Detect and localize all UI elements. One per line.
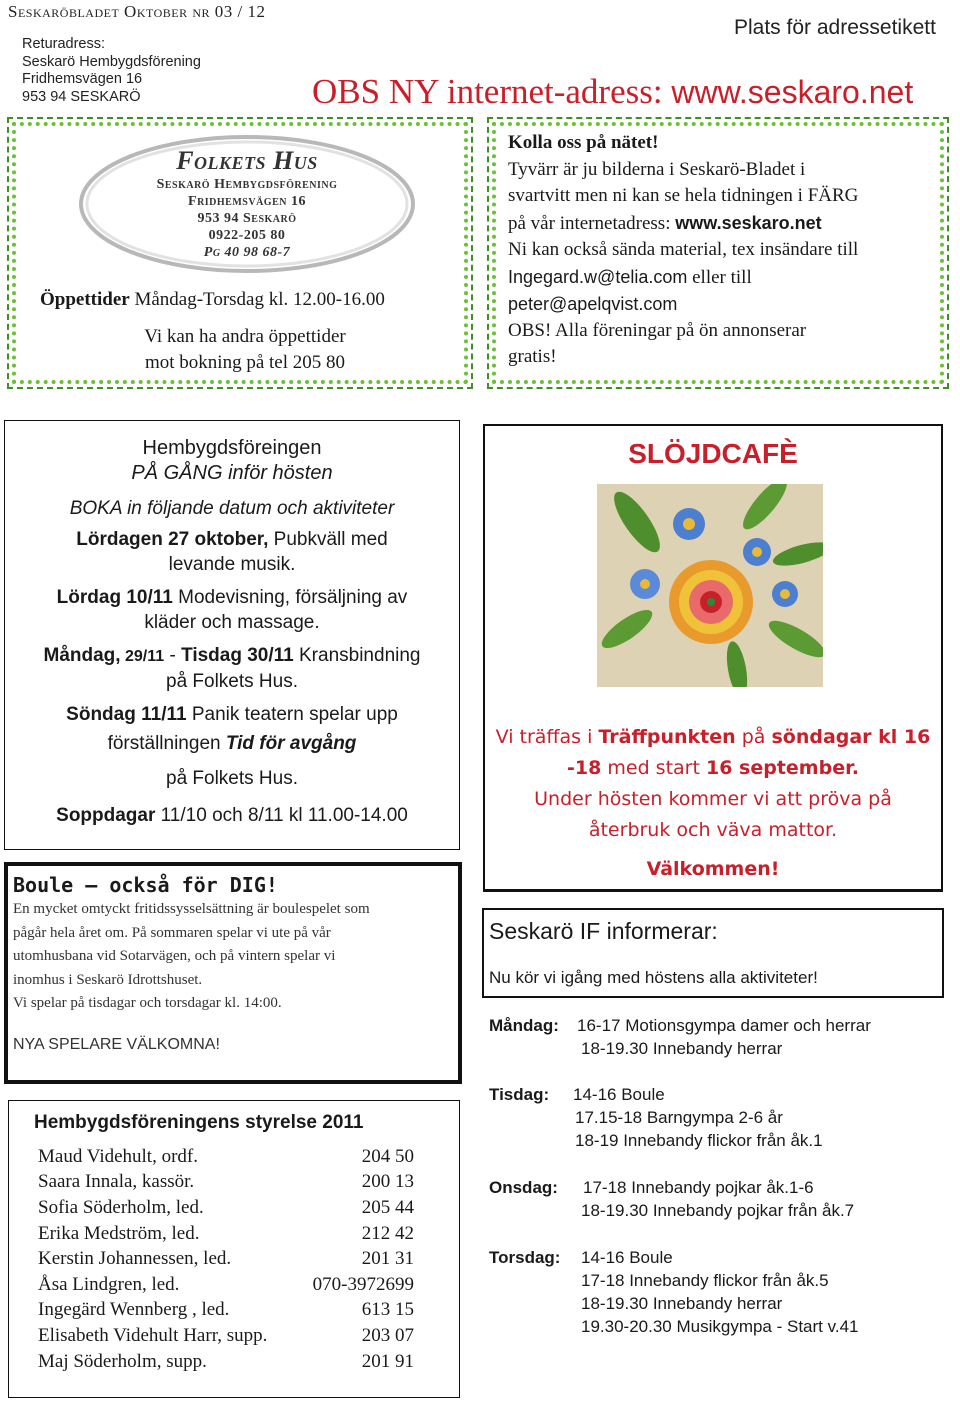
- email-link[interactable]: peter@apelqvist.com: [508, 294, 678, 314]
- boule-line: En mycket omtyckt fritidssysselsättning är boulespelet som: [13, 901, 370, 917]
- board-title: Hembygdsföreningens styrelse 2011: [34, 1112, 364, 1133]
- slojdcafe-welcome: Välkommen!: [646, 858, 780, 880]
- activity: 17.15-18 Barngympa 2-6 år: [575, 1108, 783, 1127]
- activity: 17-18 Innebandy pojkar åk.1-6: [583, 1178, 814, 1197]
- website-link[interactable]: www.seskaro.net: [671, 74, 914, 110]
- opening-hours-label: Öppettider: [40, 289, 130, 310]
- event-play-title: Tid för avgång: [225, 733, 357, 754]
- address-label-area: Plats för adressetikett: [734, 16, 936, 39]
- logo-line: Seskarö Hembygdsförening: [156, 177, 338, 192]
- member-phone: 203 07: [361, 1324, 414, 1346]
- slojdcafe-line: Under hösten kommer vi att pröva på: [534, 788, 892, 810]
- schedule-line: [489, 1315, 949, 1338]
- logo-line: 0922-205 80: [208, 228, 286, 243]
- email-link[interactable]: Ingegard.w@telia.com: [508, 266, 688, 287]
- online-line: svartvitt men ni kan se hela tidningen i FÄRG: [508, 185, 859, 206]
- opening-hours: [40, 288, 385, 312]
- activity: 17-18 Innebandy flickor från åk.5: [581, 1271, 829, 1290]
- schedule-line: [489, 1292, 949, 1315]
- event-desc: Kransbindning: [293, 645, 421, 666]
- website-link[interactable]: www.seskaro.net: [675, 212, 822, 233]
- activity: 18-19.30 Innebandy herrar: [581, 1294, 783, 1313]
- activity: 14-16 Boule: [581, 1248, 673, 1267]
- schedule-line: [489, 1037, 949, 1060]
- event-desc: Pubkväll med: [268, 529, 388, 550]
- member-name: Ingegärd Wennberg , led.: [38, 1299, 230, 1321]
- embroidery-flower-icon: [597, 484, 823, 687]
- table-row: [38, 1272, 414, 1298]
- logo-line: Fridhemsvägen 16: [188, 194, 306, 209]
- member-phone: 212 42: [361, 1222, 414, 1244]
- schedule-day: [489, 1014, 949, 1037]
- slojdcafe-time: -18: [567, 757, 602, 779]
- member-phone: 204 50: [361, 1145, 414, 1167]
- return-address-line: 953 94 SESKARÖ: [22, 88, 141, 105]
- member-name: Maud Videhult, ordf.: [38, 1145, 198, 1167]
- event-desc: 11/10 och 8/11 kl 11.00-14.00: [155, 805, 408, 826]
- activity: 16-17 Motionsgympa damer och herrar: [577, 1016, 871, 1035]
- online-line: [508, 264, 938, 292]
- folkets-hus-logo: [76, 132, 418, 276]
- table-row: [38, 1246, 414, 1272]
- event-item: [8, 643, 456, 669]
- logo-line: 953 94 Seskarö: [197, 211, 297, 226]
- event-date: Soppdagar: [56, 805, 156, 826]
- slojdcafe-text: [483, 722, 943, 885]
- member-name: Kerstin Johannessen, led.: [38, 1248, 232, 1270]
- event-desc-line: på Folkets Hus.: [166, 768, 298, 789]
- events-title: Hembygdsföreingen: [142, 437, 322, 459]
- event-date: Söndag 11/11: [66, 704, 187, 725]
- activity: 18-19.30 Innebandy herrar: [581, 1039, 783, 1058]
- member-name: Sofia Söderholm, led.: [38, 1196, 204, 1218]
- online-heading: Kolla oss på nätet!: [508, 132, 659, 153]
- embroidery-image: [597, 484, 823, 687]
- event-desc-line: [8, 731, 456, 756]
- events-intro: BOKA in följande datum och aktiviteter: [69, 498, 395, 519]
- events-subtitle: PÅ GÅNG inför hösten: [131, 462, 333, 484]
- return-address-line: Seskarö Hembygdsförening: [22, 53, 201, 70]
- slojdcafe-line: [483, 722, 943, 753]
- schedule-line: [489, 1269, 949, 1292]
- member-phone: 613 15: [361, 1299, 414, 1321]
- activity: 19.30-20.30 Musikgympa - Start v.41: [581, 1317, 859, 1336]
- boule-content: [13, 872, 457, 1054]
- opening-note-line: Vi kan ha andra öppettider: [144, 326, 346, 347]
- boule-line: Vi spelar på tisdagar och torsdagar kl. 14:00.: [13, 995, 282, 1011]
- table-row: [38, 1195, 414, 1221]
- event-item: [8, 585, 456, 610]
- member-phone: 205 44: [361, 1196, 414, 1218]
- boule-line: pågår hela året om. På sommaren spelar vi ute på vår: [13, 924, 331, 941]
- boule-line: utomhusbana vid Sotarvägen, och på vintern spelar vi: [13, 948, 336, 964]
- online-line: OBS! Alla föreningar på ön annonserar: [508, 319, 807, 341]
- schedule-line: [489, 1106, 949, 1129]
- logo-title: Folkets Hus: [176, 146, 318, 175]
- schedule-line: [489, 1129, 949, 1152]
- slojdcafe-text-part: på: [735, 726, 772, 748]
- return-address-line: Fridhemsvägen 16: [22, 71, 143, 87]
- event-desc: Panik teatern spelar upp: [186, 704, 398, 725]
- event-sep: -: [164, 645, 182, 666]
- online-line-text: eller till: [687, 266, 752, 288]
- boule-welcome: NYA SPELARE VÄLKOMNA!: [13, 1035, 220, 1053]
- event-desc-line: levande musik.: [168, 554, 296, 575]
- return-address-line: Returadress:: [22, 36, 106, 52]
- slojdcafe-place: Träffpunkten: [598, 726, 736, 748]
- table-row: [38, 1221, 414, 1247]
- day-label: Måndag:: [489, 1016, 559, 1035]
- if-schedule: [489, 1014, 949, 1338]
- opening-note: [40, 324, 450, 376]
- return-address: [22, 36, 201, 106]
- day-label: Onsdag:: [489, 1178, 558, 1197]
- slojdcafe-date: 16 september.: [705, 757, 859, 779]
- member-phone: 201 31: [361, 1248, 414, 1270]
- slojdcafe-line: [483, 753, 943, 784]
- event-date: Måndag,: [43, 645, 121, 666]
- event-item: [8, 803, 456, 828]
- event-date: Lördag 10/11: [56, 587, 173, 608]
- event-date: Lördagen 27 oktober,: [76, 529, 269, 550]
- slojdcafe-time: söndagar kl 16: [771, 726, 931, 748]
- member-name: Erika Medström, led.: [38, 1222, 200, 1244]
- member-name: Saara Innala, kassör.: [38, 1171, 195, 1193]
- slojdcafe-line: återbruk och väva mattor.: [588, 819, 838, 841]
- member-name: Åsa Lindgren, led.: [38, 1273, 180, 1295]
- activity: 18-19 Innebandy flickor från åk.1: [575, 1131, 823, 1150]
- table-row: [38, 1144, 414, 1170]
- schedule-line: [489, 1199, 949, 1222]
- obs-text: OBS NY internet-adress:: [312, 72, 672, 111]
- schedule-day: [489, 1246, 949, 1269]
- events-content: [8, 436, 456, 828]
- if-intro: Nu kör vi igång med höstens alla aktiviteter!: [489, 968, 818, 987]
- boule-title: Boule – också för DIG!: [13, 873, 278, 897]
- event-item: [8, 527, 456, 552]
- online-line: [508, 210, 938, 238]
- member-phone: 200 13: [361, 1171, 414, 1193]
- event-desc-line: kläder och massage.: [144, 612, 320, 633]
- member-name: Maj Söderholm, supp.: [38, 1350, 207, 1372]
- schedule-day: [489, 1083, 949, 1106]
- member-phone: 070-3972699: [312, 1273, 414, 1295]
- table-row: [38, 1170, 414, 1196]
- online-line: Ni kan också sända material, tex insändare till: [508, 239, 859, 260]
- table-row: [38, 1323, 414, 1349]
- opening-note-line: mot bokning på tel 205 80: [144, 352, 345, 373]
- slojdcafe-text-part: med start: [601, 757, 706, 779]
- if-title: Seskarö IF informerar:: [489, 918, 718, 944]
- event-date: Tisdag 30/11: [181, 645, 294, 666]
- day-label: Tisdag:: [489, 1085, 550, 1104]
- activity: 14-16 Boule: [573, 1085, 665, 1104]
- event-desc-line: på Folkets Hus.: [166, 671, 298, 692]
- opening-hours-value: Måndag-Torsdag kl. 12.00-16.00: [129, 289, 385, 310]
- member-name: Elisabeth Videhult Harr, supp.: [38, 1324, 268, 1346]
- activity: 18-19.30 Innebandy pojkar från åk.7: [581, 1201, 855, 1220]
- issue-header: Seskaröbladet Oktober nr 03 / 12: [8, 2, 266, 21]
- online-line: Tyvärr är ju bilderna i Seskarö-Bladet i: [508, 158, 806, 180]
- table-row: [38, 1349, 414, 1375]
- member-phone: 201 91: [361, 1350, 414, 1372]
- day-label: Torsdag:: [489, 1248, 561, 1267]
- online-line-text: på vår internetadress:: [508, 212, 676, 234]
- online-text: [508, 130, 938, 371]
- logo-line: Pg 40 98 68-7: [203, 245, 291, 260]
- board-table: [38, 1144, 414, 1374]
- online-line: gratis!: [508, 346, 557, 367]
- slojdcafe-title: SLÖJDCAFÈ: [628, 438, 798, 469]
- table-row: [38, 1298, 414, 1324]
- obs-new-address: [312, 72, 913, 112]
- boule-line: inomhus i Seskarö Idrottshuset.: [13, 971, 203, 988]
- schedule-day: [489, 1176, 949, 1199]
- slojdcafe-text-part: Vi träffas i: [495, 726, 599, 748]
- event-desc: förställningen: [107, 733, 226, 754]
- event-desc: Modevisning, försäljning av: [172, 587, 408, 608]
- event-item: [8, 702, 456, 727]
- event-date: 29/11: [120, 648, 165, 665]
